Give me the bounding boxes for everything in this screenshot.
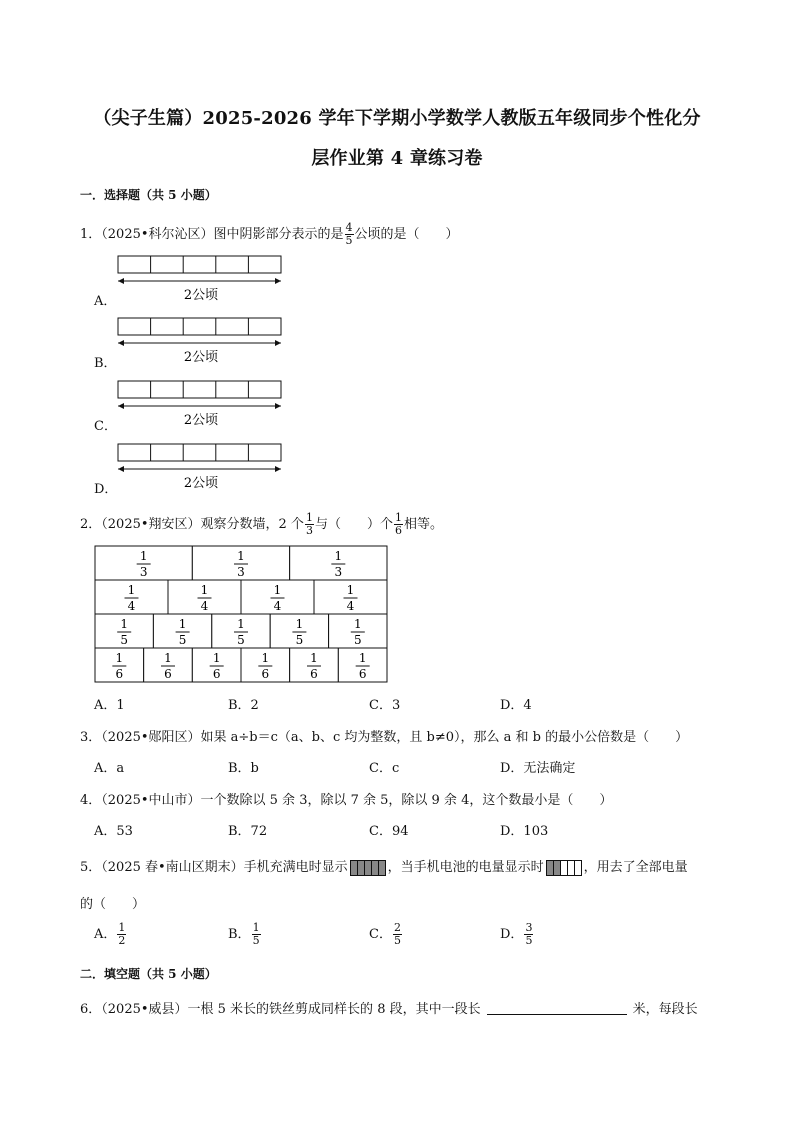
section-choice-heading: 一．选择题（共 5 小题） [80,188,217,202]
question-3-option-a[interactable]: A．a [94,761,125,776]
fraction-wall-numerator: 1 [346,583,355,597]
question-2-option-c[interactable]: C．3 [369,698,401,713]
fraction-wall-denominator: 5 [178,633,187,647]
question-1-option-a-label[interactable]: A． [94,294,117,309]
question-5-option-b[interactable] [228,922,262,947]
fraction-denominator: 5 [345,234,353,247]
fraction-wall-denominator: 4 [273,599,282,613]
question-2-prefix: 2．（2025•翔安区）观察分数墙，2 个 [80,517,304,532]
question-5 [80,856,688,876]
page-title-line2: 层作业第 4 章练习卷 [311,148,483,169]
fraction-denominator: 3 [305,524,313,537]
question-1-option-c-bar-label: 2公顷 [183,413,219,428]
fraction-denominator: 5 [525,934,533,947]
question-1 [80,222,459,247]
fraction-wall-numerator: 1 [127,583,136,597]
question-3-text: 3．（2025•郧阳区）如果 a÷b＝c（a、b、c 均为整数，且 b≠0），那么 a 和 b 的最小公倍数是（ ） [80,730,689,745]
fraction-wall-numerator: 1 [120,617,129,631]
fraction-denominator: 5 [393,934,401,947]
question-2-option-a[interactable]: A．1 [94,698,125,713]
fraction-wall-denominator: 6 [310,667,318,681]
question-3-option-b[interactable]: B．b [228,761,259,776]
fraction-wall-denominator: 6 [358,667,367,681]
fraction-denominator: 5 [252,934,260,947]
fraction-wall-numerator: 1 [212,651,221,665]
question-2-middle: 与（ ）个 [314,517,393,532]
fraction-wall-numerator: 1 [200,583,209,597]
question-6-suffix: 米，每段长 [632,1002,698,1017]
option-label: C． [369,927,392,942]
question-1-prefix: 1．（2025•科尔沁区）图中阴影部分表示的是 [80,227,344,242]
question-3-option-d[interactable]: D．无法确定 [500,761,576,776]
question-1-option-b-label[interactable]: B． [94,356,117,371]
question-5-suffix: ，用去了全部电量 [583,860,688,875]
fraction-wall-numerator: 1 [353,617,362,631]
question-5-line2: 的（ ） [80,897,146,912]
page-title-line1: （尖子生篇）2025-2026 学年下学期小学数学人教版五年级同步个性化分 [93,108,701,129]
question-1-option-d-figure [116,442,286,492]
fraction-wall-denominator: 5 [353,633,362,647]
question-2-fraction-2 [394,512,403,537]
fraction-wall-numerator: 1 [295,617,304,631]
fraction-wall-denominator: 5 [295,633,304,647]
question-1-option-d-label[interactable]: D． [94,482,118,497]
fraction-numerator: 1 [305,511,313,524]
fraction-denominator: 6 [394,524,402,537]
question-2 [80,512,443,537]
fraction-numerator: 3 [525,921,533,934]
question-1-option-a-bar-label: 2公顷 [183,288,219,303]
section-fill-heading: 二．填空题（共 5 小题） [80,967,217,981]
question-5-prefix: 5．（2025 春•南山区期末）手机充满电时显示 [80,860,348,875]
fraction-denominator: 2 [118,934,126,947]
fraction-wall-denominator: 3 [334,565,343,579]
question-6-answer-blank[interactable] [487,1002,627,1015]
fraction-wall-denominator: 4 [346,599,355,613]
question-4-text: 4．（2025•中山市）一个数除以 5 余 3，除以 7 余 5，除以 9 余 4，这个数最小是（ ） [80,793,613,808]
fraction-wall-denominator: 3 [237,565,245,579]
fraction-wall-numerator: 1 [164,651,172,665]
fraction-wall-denominator: 6 [261,667,270,681]
fraction-wall-denominator: 3 [139,565,148,579]
fraction-wall [94,545,390,685]
question-4-option-d[interactable]: D．103 [500,824,549,839]
question-5-option-a[interactable] [94,922,127,947]
question-4-option-c[interactable]: C．94 [369,824,409,839]
question-1-option-c-figure [116,379,286,429]
option-label: D． [500,927,524,942]
question-6-prefix: 6．（2025•威县）一根 5 米长的铁丝剪成同样长的 8 段，其中一段长 [80,1002,481,1017]
question-1-fraction [345,222,354,247]
question-1-option-c-label[interactable]: C． [94,419,117,434]
fraction-wall-denominator: 4 [127,599,136,613]
fraction-wall-numerator: 1 [237,549,245,563]
question-1-option-b-bar-label: 2公顷 [183,350,219,365]
question-2-suffix: 相等。 [403,517,443,532]
question-5-option-c[interactable] [369,922,403,947]
fraction-numerator: 4 [345,221,353,234]
fraction-wall-denominator: 6 [115,667,124,681]
question-4-option-a[interactable]: A．53 [94,824,133,839]
battery-full-icon [350,860,386,876]
question-2-option-b[interactable]: B．2 [228,698,259,713]
fraction-wall-denominator: 4 [200,599,209,613]
fraction-wall-denominator: 5 [237,633,245,647]
question-4-option-b[interactable]: B．72 [228,824,268,839]
option-label: B． [228,927,251,942]
question-2-fraction-1 [305,512,314,537]
fraction-wall-numerator: 1 [273,583,282,597]
fraction-numerator: 1 [252,921,260,934]
fraction-wall-numerator: 1 [139,549,148,563]
fraction-numerator: 2 [393,921,401,934]
question-3-option-c[interactable]: C．c [369,761,400,776]
option-label: A． [94,927,117,942]
question-1-suffix: 公顷的是（ ） [354,227,459,242]
fraction-wall-numerator: 1 [178,617,187,631]
fraction-wall-numerator: 1 [334,549,343,563]
fraction-wall-numerator: 1 [115,651,124,665]
question-1-option-a-figure [116,254,286,304]
question-1-option-d-bar-label: 2公顷 [183,476,219,491]
fraction-wall-denominator: 6 [164,667,172,681]
fraction-wall-numerator: 1 [237,617,245,631]
battery-partial-icon [546,860,582,876]
fraction-wall-denominator: 5 [120,633,129,647]
question-6 [80,998,698,1017]
fraction-numerator: 1 [118,921,126,934]
question-2-option-d[interactable]: D．4 [500,698,532,713]
question-5-option-d[interactable] [500,922,534,947]
question-5-middle: ，当手机电池的电量显示时 [387,860,544,875]
fraction-wall-numerator: 1 [310,651,318,665]
question-1-option-b-figure [116,316,286,366]
fraction-numerator: 1 [394,511,402,524]
fraction-wall-numerator: 1 [261,651,270,665]
fraction-wall-numerator: 1 [358,651,367,665]
fraction-wall-denominator: 6 [212,667,221,681]
